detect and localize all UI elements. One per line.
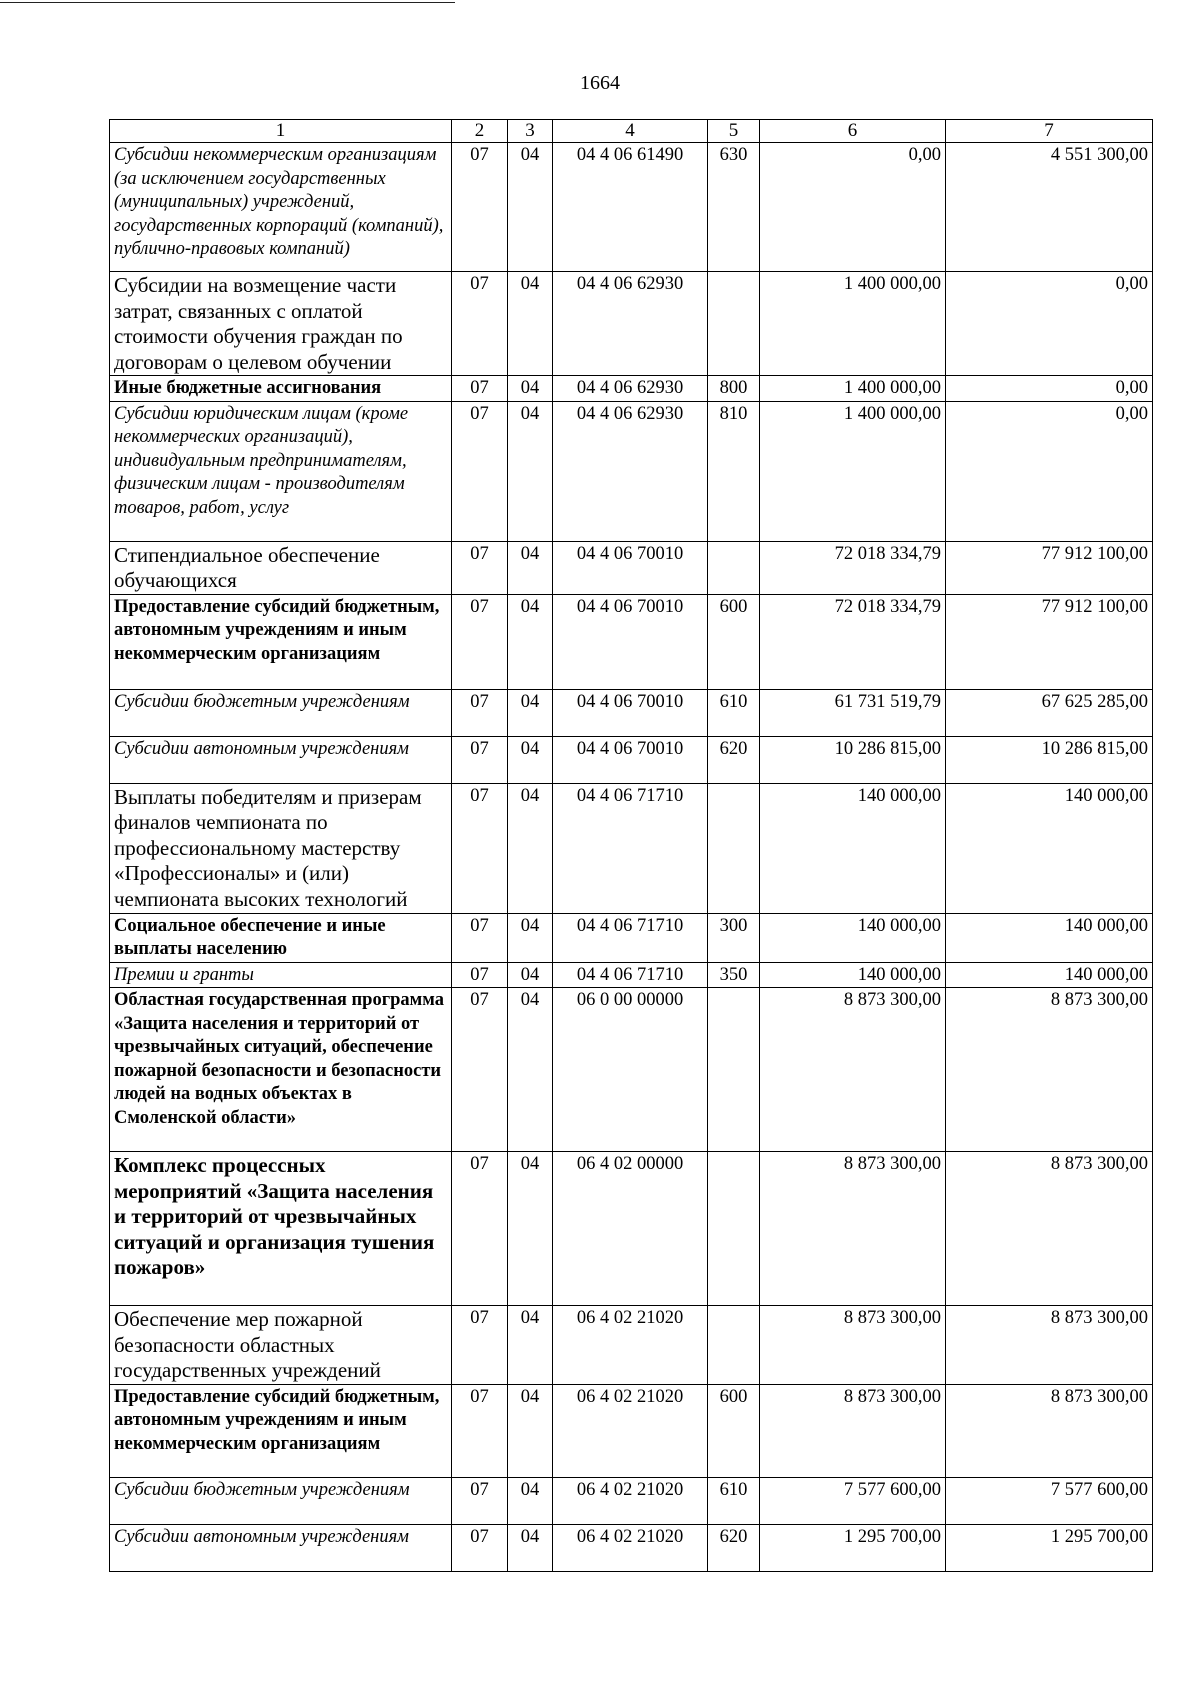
row-name-cell: Предоставление субсидий бюджетным, автономным учреждениям и иным некоммерческим организациям bbox=[110, 594, 452, 689]
expense-type-cell: 350 bbox=[708, 962, 760, 988]
column-header: 5 bbox=[708, 120, 760, 143]
amount-col7-cell: 0,00 bbox=[946, 376, 1153, 402]
section-cell: 07 bbox=[452, 962, 508, 988]
amount-col7-cell: 7 577 600,00 bbox=[946, 1477, 1153, 1524]
amount-col6-cell: 61 731 519,79 bbox=[760, 689, 946, 736]
expense-type-cell: 630 bbox=[708, 143, 760, 272]
amount-col6-cell: 8 873 300,00 bbox=[760, 1152, 946, 1306]
expense-type-cell: 610 bbox=[708, 1477, 760, 1524]
amount-col6-cell: 1 400 000,00 bbox=[760, 401, 946, 541]
budget-table bbox=[109, 119, 1153, 1572]
target-article-cell: 04 4 06 70010 bbox=[553, 736, 708, 783]
table-row bbox=[110, 1384, 1153, 1477]
subsection-cell: 04 bbox=[508, 272, 553, 376]
section-cell: 07 bbox=[452, 1477, 508, 1524]
section-cell: 07 bbox=[452, 1152, 508, 1306]
expense-type-cell bbox=[708, 1152, 760, 1306]
amount-col7-cell: 8 873 300,00 bbox=[946, 988, 1153, 1152]
target-article-cell: 04 4 06 71710 bbox=[553, 962, 708, 988]
row-name-cell: Социальное обеспечение и иные выплаты населению bbox=[110, 913, 452, 962]
amount-col6-cell: 72 018 334,79 bbox=[760, 541, 946, 594]
table-row bbox=[110, 272, 1153, 376]
amount-col6-cell: 0,00 bbox=[760, 143, 946, 272]
section-cell: 07 bbox=[452, 143, 508, 272]
target-article-cell: 04 4 06 62930 bbox=[553, 376, 708, 402]
amount-col7-cell: 77 912 100,00 bbox=[946, 541, 1153, 594]
row-name-cell: Субсидии автономным учреждениям bbox=[110, 1524, 452, 1571]
header-row bbox=[110, 120, 1153, 143]
amount-col6-cell: 10 286 815,00 bbox=[760, 736, 946, 783]
scan-edge-line bbox=[0, 2, 455, 3]
row-name-cell: Выплаты победителям и призерам финалов чемпионата по профессиональному мастерству «Профессионалы» и (или) чемпионата высоких технологий bbox=[110, 783, 452, 913]
subsection-cell: 04 bbox=[508, 1306, 553, 1385]
amount-col6-cell: 1 400 000,00 bbox=[760, 272, 946, 376]
section-cell: 07 bbox=[452, 376, 508, 402]
target-article-cell: 04 4 06 62930 bbox=[553, 401, 708, 541]
amount-col6-cell: 8 873 300,00 bbox=[760, 1384, 946, 1477]
target-article-cell: 06 4 02 21020 bbox=[553, 1306, 708, 1385]
amount-col6-cell: 8 873 300,00 bbox=[760, 988, 946, 1152]
amount-col7-cell: 0,00 bbox=[946, 401, 1153, 541]
expense-type-cell: 800 bbox=[708, 376, 760, 402]
section-cell: 07 bbox=[452, 1306, 508, 1385]
page-number: 1664 bbox=[580, 72, 620, 94]
section-cell: 07 bbox=[452, 913, 508, 962]
amount-col6-cell: 140 000,00 bbox=[760, 783, 946, 913]
table-row bbox=[110, 1152, 1153, 1306]
target-article-cell: 04 4 06 61490 bbox=[553, 143, 708, 272]
amount-col7-cell: 67 625 285,00 bbox=[946, 689, 1153, 736]
column-header: 2 bbox=[452, 120, 508, 143]
amount-col7-cell: 140 000,00 bbox=[946, 962, 1153, 988]
table-row bbox=[110, 401, 1153, 541]
expense-type-cell bbox=[708, 783, 760, 913]
amount-col6-cell: 72 018 334,79 bbox=[760, 594, 946, 689]
target-article-cell: 06 4 02 21020 bbox=[553, 1384, 708, 1477]
row-name-cell: Субсидии некоммерческим организациям (за исключением государственных (муниципальных) учреждений, государственных корпораций (компаний), публично-правовых компаний) bbox=[110, 143, 452, 272]
subsection-cell: 04 bbox=[508, 988, 553, 1152]
section-cell: 07 bbox=[452, 1524, 508, 1571]
row-name-cell: Субсидии бюджетным учреждениям bbox=[110, 689, 452, 736]
section-cell: 07 bbox=[452, 401, 508, 541]
expense-type-cell: 610 bbox=[708, 689, 760, 736]
target-article-cell: 04 4 06 70010 bbox=[553, 541, 708, 594]
column-header: 6 bbox=[760, 120, 946, 143]
amount-col7-cell: 140 000,00 bbox=[946, 783, 1153, 913]
row-name-cell: Субсидии на возмещение части затрат, связанных с оплатой стоимости обучения граждан по договорам о целевом обучении bbox=[110, 272, 452, 376]
amount-col6-cell: 140 000,00 bbox=[760, 913, 946, 962]
target-article-cell: 06 0 00 00000 bbox=[553, 988, 708, 1152]
expense-type-cell bbox=[708, 541, 760, 594]
subsection-cell: 04 bbox=[508, 376, 553, 402]
row-name-cell: Премии и гранты bbox=[110, 962, 452, 988]
table-row bbox=[110, 988, 1153, 1152]
section-cell: 07 bbox=[452, 689, 508, 736]
amount-col6-cell: 1 400 000,00 bbox=[760, 376, 946, 402]
amount-col7-cell: 0,00 bbox=[946, 272, 1153, 376]
target-article-cell: 06 4 02 21020 bbox=[553, 1524, 708, 1571]
subsection-cell: 04 bbox=[508, 736, 553, 783]
row-name-cell: Областная государственная программа «Защита населения и территорий от чрезвычайных ситуаций, обеспечение пожарной безопасности и безопасности людей на водных объектах в Смоленской области» bbox=[110, 988, 452, 1152]
expense-type-cell bbox=[708, 1306, 760, 1385]
row-name-cell: Субсидии бюджетным учреждениям bbox=[110, 1477, 452, 1524]
amount-col7-cell: 1 295 700,00 bbox=[946, 1524, 1153, 1571]
table-row bbox=[110, 962, 1153, 988]
expense-type-cell bbox=[708, 988, 760, 1152]
target-article-cell: 04 4 06 70010 bbox=[553, 594, 708, 689]
column-header: 7 bbox=[946, 120, 1153, 143]
table-row bbox=[110, 1524, 1153, 1571]
expense-type-cell: 620 bbox=[708, 736, 760, 783]
subsection-cell: 04 bbox=[508, 962, 553, 988]
target-article-cell: 06 4 02 00000 bbox=[553, 1152, 708, 1306]
table-row bbox=[110, 376, 1153, 402]
amount-col6-cell: 140 000,00 bbox=[760, 962, 946, 988]
row-name-cell: Предоставление субсидий бюджетным, автономным учреждениям и иным некоммерческим организациям bbox=[110, 1384, 452, 1477]
table-row bbox=[110, 783, 1153, 913]
section-cell: 07 bbox=[452, 272, 508, 376]
subsection-cell: 04 bbox=[508, 913, 553, 962]
table-row bbox=[110, 736, 1153, 783]
subsection-cell: 04 bbox=[508, 1524, 553, 1571]
column-header: 1 bbox=[110, 120, 452, 143]
section-cell: 07 bbox=[452, 783, 508, 913]
row-name-cell: Субсидии юридическим лицам (кроме некоммерческих организаций), индивидуальным предпринимателям, физическим лицам - производителям товаров, работ, услуг bbox=[110, 401, 452, 541]
subsection-cell: 04 bbox=[508, 541, 553, 594]
subsection-cell: 04 bbox=[508, 594, 553, 689]
row-name-cell: Комплекс процессных мероприятий «Защита населения и территорий от чрезвычайных ситуаций и организация тушения пожаров» bbox=[110, 1152, 452, 1306]
subsection-cell: 04 bbox=[508, 1384, 553, 1477]
subsection-cell: 04 bbox=[508, 143, 553, 272]
expense-type-cell: 600 bbox=[708, 1384, 760, 1477]
section-cell: 07 bbox=[452, 594, 508, 689]
subsection-cell: 04 bbox=[508, 1477, 553, 1524]
target-article-cell: 04 4 06 62930 bbox=[553, 272, 708, 376]
amount-col6-cell: 1 295 700,00 bbox=[760, 1524, 946, 1571]
subsection-cell: 04 bbox=[508, 401, 553, 541]
row-name-cell: Стипендиальное обеспечение обучающихся bbox=[110, 541, 452, 594]
table-row bbox=[110, 689, 1153, 736]
section-cell: 07 bbox=[452, 988, 508, 1152]
target-article-cell: 04 4 06 71710 bbox=[553, 783, 708, 913]
section-cell: 07 bbox=[452, 1384, 508, 1477]
amount-col6-cell: 8 873 300,00 bbox=[760, 1306, 946, 1385]
amount-col7-cell: 8 873 300,00 bbox=[946, 1152, 1153, 1306]
column-header: 3 bbox=[508, 120, 553, 143]
subsection-cell: 04 bbox=[508, 1152, 553, 1306]
table-row bbox=[110, 541, 1153, 594]
expense-type-cell bbox=[708, 272, 760, 376]
expense-type-cell: 600 bbox=[708, 594, 760, 689]
target-article-cell: 06 4 02 21020 bbox=[553, 1477, 708, 1524]
table-row bbox=[110, 1306, 1153, 1385]
amount-col6-cell: 7 577 600,00 bbox=[760, 1477, 946, 1524]
section-cell: 07 bbox=[452, 736, 508, 783]
column-header: 4 bbox=[553, 120, 708, 143]
expense-type-cell: 300 bbox=[708, 913, 760, 962]
section-cell: 07 bbox=[452, 541, 508, 594]
row-name-cell: Обеспечение мер пожарной безопасности областных государственных учреждений bbox=[110, 1306, 452, 1385]
table-body bbox=[110, 143, 1153, 1572]
amount-col7-cell: 10 286 815,00 bbox=[946, 736, 1153, 783]
target-article-cell: 04 4 06 70010 bbox=[553, 689, 708, 736]
row-name-cell: Субсидии автономным учреждениям bbox=[110, 736, 452, 783]
row-name-cell: Иные бюджетные ассигнования bbox=[110, 376, 452, 402]
target-article-cell: 04 4 06 71710 bbox=[553, 913, 708, 962]
table-row bbox=[110, 1477, 1153, 1524]
amount-col7-cell: 8 873 300,00 bbox=[946, 1306, 1153, 1385]
table-row bbox=[110, 594, 1153, 689]
amount-col7-cell: 140 000,00 bbox=[946, 913, 1153, 962]
expense-type-cell: 810 bbox=[708, 401, 760, 541]
amount-col7-cell: 4 551 300,00 bbox=[946, 143, 1153, 272]
expense-type-cell: 620 bbox=[708, 1524, 760, 1571]
amount-col7-cell: 77 912 100,00 bbox=[946, 594, 1153, 689]
subsection-cell: 04 bbox=[508, 783, 553, 913]
table-row bbox=[110, 913, 1153, 962]
subsection-cell: 04 bbox=[508, 689, 553, 736]
amount-col7-cell: 8 873 300,00 bbox=[946, 1384, 1153, 1477]
table-row bbox=[110, 143, 1153, 272]
